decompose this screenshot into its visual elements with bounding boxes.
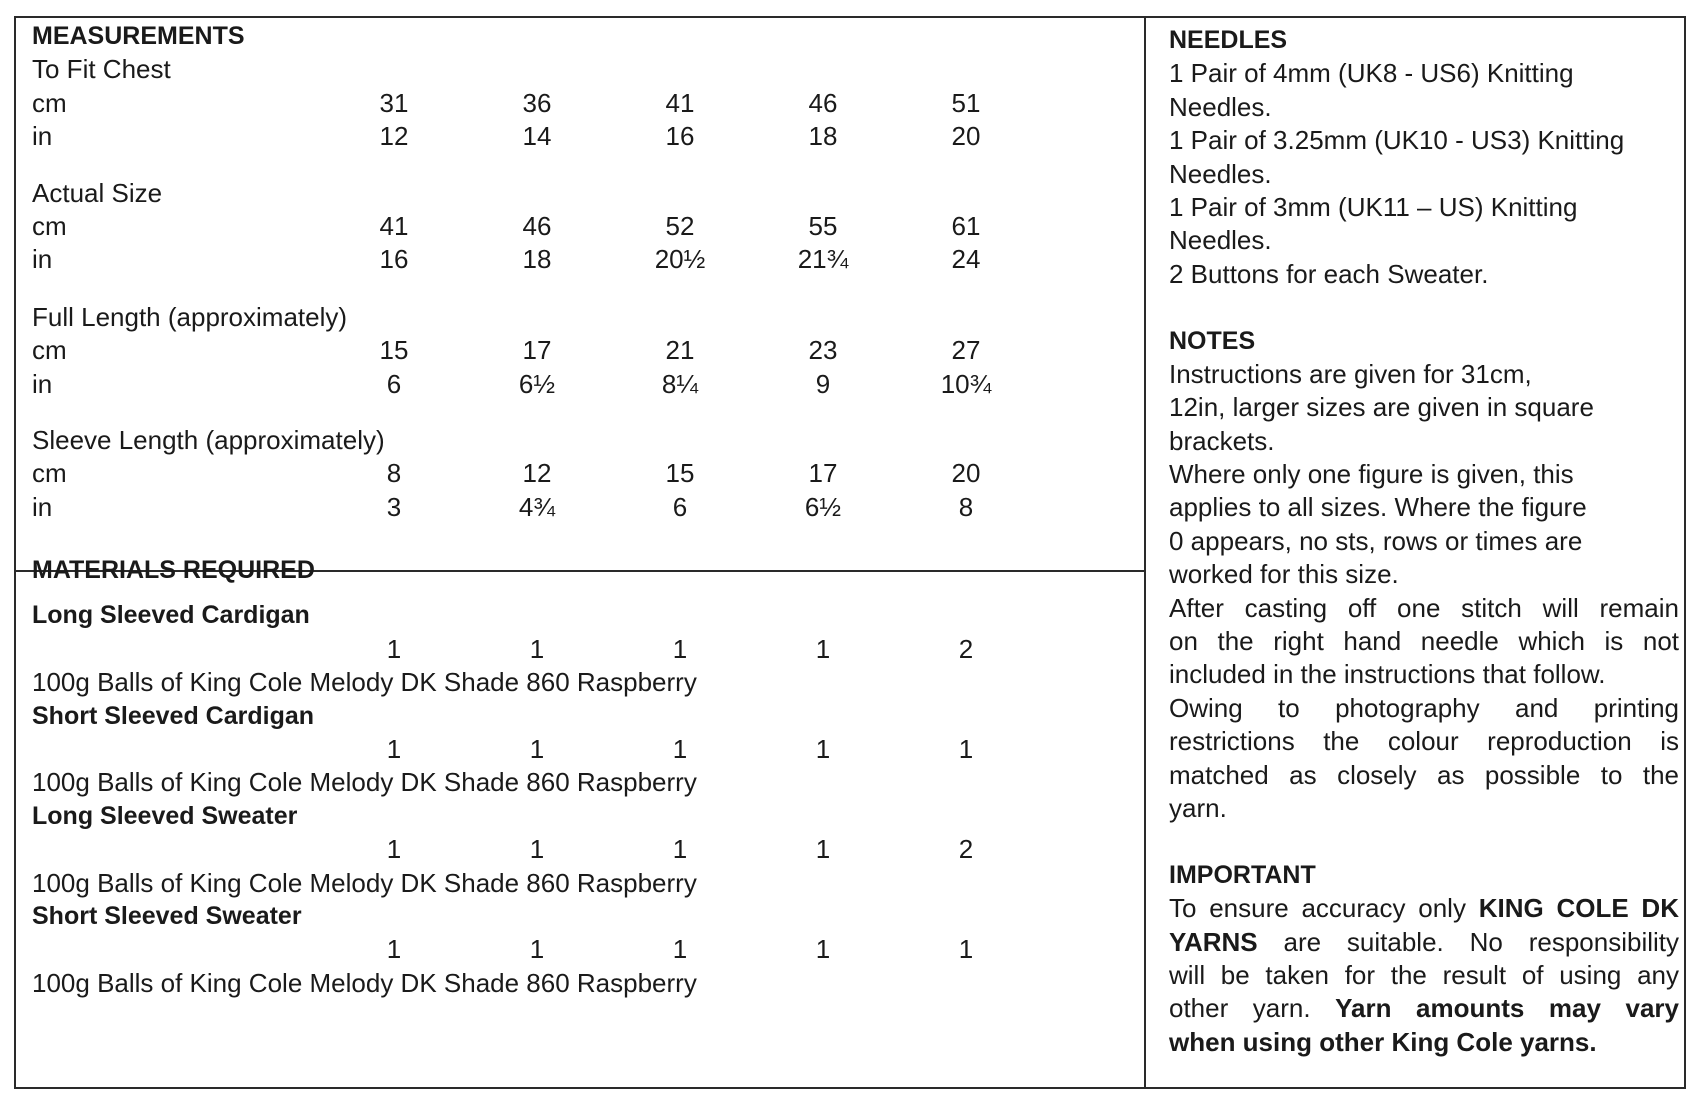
measurement-row-label: cm <box>32 210 67 241</box>
measurement-row <box>32 243 1132 276</box>
size-value: 8 <box>958 491 974 522</box>
important-line-part: when using other King Cole yarns. <box>1169 1026 1597 1057</box>
right-column <box>1169 24 1679 1059</box>
size-value: 6 <box>672 491 688 522</box>
notes-line: 0 appears, no sts, rows or times are <box>1169 525 1583 556</box>
measurement-row-label: in <box>32 121 53 152</box>
left-column <box>32 20 1132 1000</box>
size-value: 6 <box>386 368 402 399</box>
important-line-part: will be taken for the result of using any <box>1169 959 1679 990</box>
size-value: 18 <box>808 121 838 152</box>
material-name-label: Long Sleeved Cardigan <box>32 601 310 630</box>
measurement-row <box>32 334 1132 367</box>
size-value: 1 <box>958 934 974 965</box>
size-value: 46 <box>808 87 838 118</box>
needles-line: Needles. <box>1169 91 1272 122</box>
notes-line: 12in, larger sizes are given in square <box>1169 392 1594 423</box>
notes-line: on the right hand needle which is not <box>1169 626 1679 657</box>
size-value: 21 <box>665 335 695 366</box>
size-value: 4¾ <box>518 491 556 522</box>
important-line <box>1169 1026 1679 1059</box>
important-line-part: To ensure accuracy only <box>1169 893 1479 924</box>
notes-line: worked for this size. <box>1169 559 1399 590</box>
column-divider <box>1144 16 1146 1089</box>
measurement-row-label: cm <box>32 87 67 118</box>
measurement-row-label: cm <box>32 458 67 489</box>
materials-heading <box>32 554 1132 587</box>
measurement-group-label <box>32 301 1132 334</box>
material-name-label: Short Sleeved Sweater <box>32 901 302 930</box>
measurement-row-label: cm <box>32 335 67 366</box>
size-value: 31 <box>379 87 409 118</box>
size-value: 1 <box>672 633 688 664</box>
measurements-heading <box>32 20 1132 53</box>
size-value: 12 <box>522 458 552 489</box>
measurement-group-label-label: Actual Size <box>32 177 163 208</box>
material-name-label: Long Sleeved Sweater <box>32 801 298 830</box>
important-line <box>1169 892 1679 925</box>
size-value: 52 <box>665 210 695 241</box>
material-description <box>32 766 1132 799</box>
size-value: 46 <box>522 210 552 241</box>
size-value: 41 <box>665 87 695 118</box>
size-value: 12 <box>379 121 409 152</box>
measurement-row <box>32 120 1132 153</box>
size-value: 1 <box>529 734 545 765</box>
size-value: 1 <box>386 834 402 865</box>
material-description <box>32 967 1132 1000</box>
notes-line: restrictions the colour reproduction is <box>1169 726 1679 757</box>
material-description-label: 100g Balls of King Cole Melody DK Shade 860 Raspberry <box>32 867 697 898</box>
measurement-row-label: in <box>32 244 53 275</box>
size-value: 2 <box>958 834 974 865</box>
needles-line: 1 Pair of 4mm (UK8 - US6) Knitting <box>1169 58 1574 89</box>
size-value: 20 <box>951 121 981 152</box>
size-value: 15 <box>665 458 695 489</box>
measurement-group-label-label: To Fit Chest <box>32 54 171 85</box>
material-quantities <box>32 933 1132 966</box>
size-value: 55 <box>808 210 838 241</box>
needles-line: 1 Pair of 3mm (UK11 – US) Knitting <box>1169 191 1578 222</box>
notes-line: yarn. <box>1169 792 1227 823</box>
size-value: 10¾ <box>940 368 992 399</box>
notes-line: matched as closely as possible to the <box>1169 759 1679 790</box>
materials-heading-label: MATERIALS REQUIRED <box>32 556 315 585</box>
important-line-part: YARNS <box>1169 926 1258 957</box>
measurement-group-label-label: Full Length (approximately) <box>32 301 348 332</box>
size-value: 36 <box>522 87 552 118</box>
size-value: 23 <box>808 335 838 366</box>
size-value: 1 <box>529 633 545 664</box>
measurement-row-label: in <box>32 368 53 399</box>
important-line-part: are suitable. No responsibility <box>1257 926 1679 957</box>
size-value: 1 <box>672 834 688 865</box>
material-quantities <box>32 733 1132 766</box>
measurement-row <box>32 491 1132 524</box>
important-line <box>1169 926 1679 959</box>
notes-line: Where only one figure is given, this <box>1169 459 1574 490</box>
size-value: 16 <box>665 121 695 152</box>
notes-line: Instructions are given for 31cm, <box>1169 358 1532 389</box>
material-name <box>32 700 1132 733</box>
notes-line: applies to all sizes. Where the figure <box>1169 492 1587 523</box>
material-description <box>32 867 1132 900</box>
material-quantities <box>32 833 1132 866</box>
size-value: 2 <box>958 633 974 664</box>
size-value: 1 <box>386 633 402 664</box>
measurement-row <box>32 457 1132 490</box>
material-quantities <box>32 633 1132 666</box>
important-line-part: Yarn amounts may vary <box>1335 993 1679 1024</box>
size-value: 8 <box>386 458 402 489</box>
measurements-heading-label: MEASUREMENTS <box>32 22 245 50</box>
important-heading: IMPORTANT <box>1169 860 1316 889</box>
size-value: 20 <box>951 458 981 489</box>
size-value: 1 <box>815 734 831 765</box>
needles-line: 1 Pair of 3.25mm (UK10 - US3) Knitting <box>1169 125 1625 156</box>
material-name <box>32 900 1132 933</box>
size-value: 20½ <box>654 244 706 275</box>
measurement-row-label: in <box>32 491 53 522</box>
material-name <box>32 599 1132 632</box>
notes-heading: NOTES <box>1169 326 1256 355</box>
notes-line: brackets. <box>1169 425 1275 456</box>
material-description-label: 100g Balls of King Cole Melody DK Shade 860 Raspberry <box>32 667 697 698</box>
size-value: 51 <box>951 87 981 118</box>
measurement-group-label <box>32 177 1132 210</box>
size-value: 8¼ <box>661 368 699 399</box>
size-value: 1 <box>815 834 831 865</box>
size-value: 1 <box>672 934 688 965</box>
measurement-group-label <box>32 53 1132 86</box>
size-value: 1 <box>958 734 974 765</box>
size-value: 1 <box>672 734 688 765</box>
size-value: 1 <box>386 934 402 965</box>
material-description-label: 100g Balls of King Cole Melody DK Shade 860 Raspberry <box>32 767 697 798</box>
material-name-label: Short Sleeved Cardigan <box>32 701 315 730</box>
needles-line: Needles. <box>1169 225 1272 256</box>
measurement-group-label-label: Sleeve Length (approximately) <box>32 424 385 455</box>
size-value: 6½ <box>518 368 556 399</box>
size-value: 1 <box>386 734 402 765</box>
size-value: 21¾ <box>797 244 849 275</box>
needles-line: 2 Buttons for each Sweater. <box>1169 258 1489 289</box>
size-value: 15 <box>379 335 409 366</box>
size-value: 1 <box>815 633 831 664</box>
important-line-part: other yarn. <box>1169 993 1336 1024</box>
important-line <box>1169 959 1679 992</box>
size-value: 16 <box>379 244 409 275</box>
measurement-row <box>32 368 1132 401</box>
measurement-group-label <box>32 424 1132 457</box>
measurement-row <box>32 87 1132 120</box>
size-value: 24 <box>951 244 981 275</box>
size-value: 41 <box>379 210 409 241</box>
important-line <box>1169 992 1679 1025</box>
size-value: 1 <box>529 934 545 965</box>
size-value: 6½ <box>804 491 842 522</box>
needles-line: Needles. <box>1169 158 1272 189</box>
size-value: 9 <box>815 368 831 399</box>
notes-line: included in the instructions that follow. <box>1169 659 1606 690</box>
size-value: 27 <box>951 335 981 366</box>
important-line-part: KING COLE DK <box>1478 893 1679 924</box>
material-description <box>32 666 1132 699</box>
material-description-label: 100g Balls of King Cole Melody DK Shade 860 Raspberry <box>32 967 697 998</box>
size-value: 14 <box>522 121 552 152</box>
notes-line: Owing to photography and printing <box>1169 692 1679 723</box>
size-value: 1 <box>529 834 545 865</box>
size-value: 18 <box>522 244 552 275</box>
notes-line: After casting off one stitch will remain <box>1169 592 1679 623</box>
needles-heading: NEEDLES <box>1169 26 1288 54</box>
size-value: 1 <box>815 934 831 965</box>
size-value: 3 <box>386 491 402 522</box>
size-value: 61 <box>951 210 981 241</box>
measurement-row <box>32 210 1132 243</box>
material-name <box>32 800 1132 833</box>
size-value: 17 <box>808 458 838 489</box>
size-value: 17 <box>522 335 552 366</box>
